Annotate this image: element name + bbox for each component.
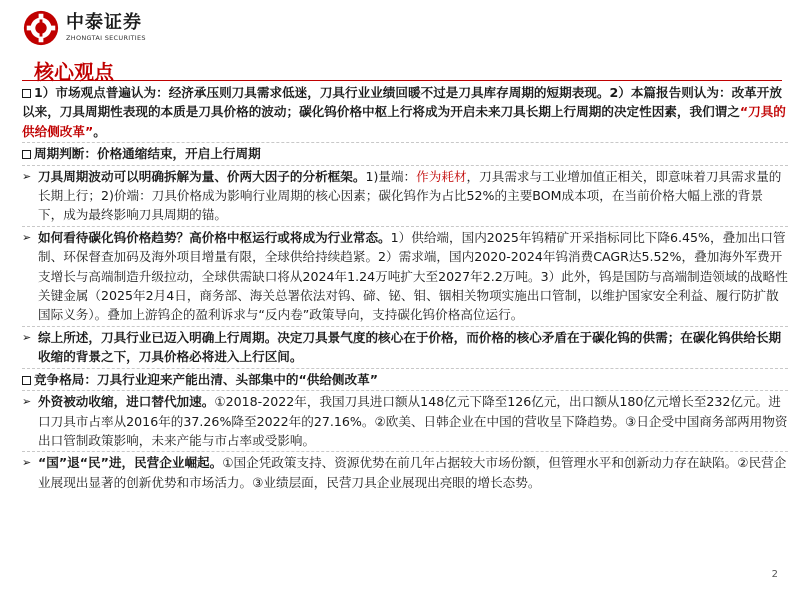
bullet-plain: ①国企凭政策支持、资源优势在前几年占据较大市场份额，但管理水平和创新动力存在缺陷。②民营企业展现出显著的创新优势和市场活力。③业绩层面，民营刀具企业展现出亮眼的增长态势。 (38, 455, 787, 490)
page-title: 核心观点 (34, 60, 114, 84)
checkbox-square-icon (22, 376, 31, 385)
company-logo (22, 8, 146, 48)
checkbox-square-icon (22, 150, 31, 159)
section-divider (22, 390, 788, 391)
logo-chinese-name: 中泰证券 (66, 12, 142, 34)
bullet-text (38, 392, 788, 450)
arrow-bullet-icon: ➢ (22, 456, 32, 470)
bullet-plain: 1)量端： (365, 168, 417, 184)
bullet-text: 综上所述，刀具行业已迈入明确上行周期。决定刀具景气度的核心在于价格，而价格的核心矛盾在于碳化钨的供需；在碳化钨供给长期收缩的背景之下，刀具价格必将进入上行区间。 (38, 329, 782, 365)
logo-english-name: ZHONGTAI SECURITIES (66, 34, 146, 43)
section-divider (22, 326, 788, 327)
bullet-item (22, 392, 788, 450)
bullet-item (22, 167, 788, 225)
section-divider (22, 142, 788, 143)
intro-paragraph (22, 83, 788, 141)
bullet-item (22, 228, 788, 325)
bullet-plain: 1）供给端，国内2025年钨精矿开采指标同比下降6.45%，叠加出口管制、环保督查加码及海外项目增量有限，全球供给持续趋紧。2）需求端，国内2020-2024年钨消费CAGR达5.52%，叠加海外军费开支增长与高端制造升级拉动，全球供需缺口将从2024年1.24万吨扩大至2027年2.2万吨。3）此外，钨是国防与高端制造领域的战略性关键金属（2025年2月4日，商务部、海关总署依法对钨、碲、铋、钼、铟相关物项实施出口管制，以维护国家安全利益、履行防扩散国际义务）。叠加上游钨企的盈利诉求与“反内卷”政策导向，支持碳化钨价格高位运行。 (38, 229, 788, 323)
section-divider (22, 165, 788, 166)
section-title: 竞争格局：刀具行业迎来产能出清、头部集中的“供给侧改革” (34, 371, 378, 387)
bullet-plain: ①2018-2022年，我国刀具进口额从148亿元下降至126亿元，出口额从180亿元增长至232亿元。进口刀具市占率从2016年的37.26%降至2022年的27.16%。②欧美、日韩企业在中国的营收呈下降趋势。③日企受中国商务部两用物资出口管制政策影响，未来产能与市占率或受影响。 (38, 394, 788, 448)
bullet-bold: 刀具周期波动可以明确拆解为量、价两大因子的分析框架。 (38, 168, 366, 184)
page-number: 2 (771, 569, 778, 580)
intro-text: 1）市场观点普遍认为：经济承压则刀具需求低迷，刀具行业业绩回暖不过是刀具库存周期的短期表现。2）本篇报告则认为：改革开放以来，刀具周期性表现的本质是刀具价格的波动；碳化钨价格中枢上行将成为开启未来刀具长期上行周期的决定性因素，我们谓之 (22, 85, 782, 120)
intro-end: 。 (93, 123, 106, 139)
arrow-bullet-icon: ➢ (22, 230, 32, 244)
bullet-bold: “国”退“民”进，民营企业崛起。 (38, 455, 223, 471)
bullet-item (22, 453, 788, 492)
arrow-bullet-icon: ➢ (22, 169, 32, 183)
section-title: 周期判断：价格通缩结束，开启上行周期 (34, 146, 261, 162)
section-divider (22, 226, 788, 227)
intro-highlight: “刀具的供给侧改革” (22, 104, 786, 139)
zhongtai-logo-icon (22, 9, 60, 47)
section-divider (22, 451, 788, 452)
bullet-text (38, 453, 788, 492)
bullet-item (22, 328, 788, 367)
section-divider (22, 368, 788, 369)
bullet-plain: ，刀具需求与工业增加值正相关，即意味着刀具需求量的长期上行；2)价端：刀具价格成为影响行业周期的核心因素；碳化钨作为占比52%的主要BOM成本项，在当前价格大幅上涨的背景下，成为最终影响刀具周期的锚。 (38, 168, 782, 223)
bullet-bold: 如何看待碳化钨价格趋势？高价格中枢运行或将成为行业常态。 (38, 229, 391, 245)
bullet-bold: 外资被动收缩，进口替代加速。 (38, 394, 215, 410)
arrow-bullet-icon: ➢ (22, 395, 32, 409)
section-heading-competition (22, 370, 788, 389)
arrow-bullet-icon: ➢ (22, 330, 32, 344)
checkbox-square-icon (22, 89, 31, 98)
bullet-text (38, 228, 788, 325)
bullet-highlight: 作为耗材 (416, 168, 467, 184)
bullet-text (38, 167, 788, 225)
main-content (22, 80, 788, 492)
section-heading-cycle (22, 144, 788, 163)
